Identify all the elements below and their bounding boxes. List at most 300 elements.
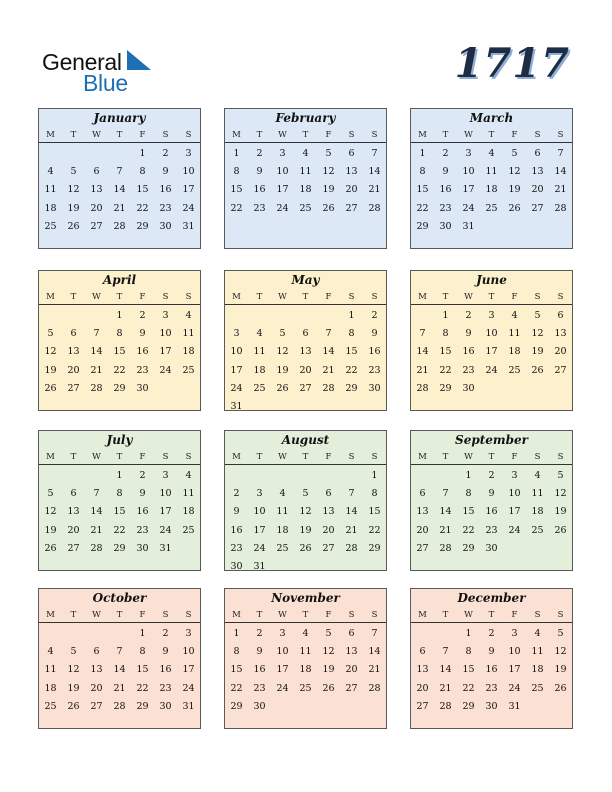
weekday-header bbox=[225, 608, 386, 623]
day-cell: 24 bbox=[508, 524, 521, 536]
month-title: October bbox=[92, 591, 147, 605]
day-cell: 26 bbox=[67, 220, 80, 232]
day-cell: 19 bbox=[531, 346, 544, 358]
day-cell: 10 bbox=[462, 166, 475, 178]
day-cell: 29 bbox=[113, 542, 126, 554]
day-cell: 27 bbox=[531, 202, 544, 214]
day-cell: 7 bbox=[371, 628, 378, 639]
day-cell: 2 bbox=[488, 628, 495, 639]
day-cell: 3 bbox=[279, 148, 286, 159]
day-cell: 3 bbox=[233, 328, 240, 340]
day-cell: 12 bbox=[67, 184, 80, 196]
month-title: August bbox=[281, 433, 330, 447]
empty-day-cell bbox=[85, 145, 108, 163]
day-cell: 1 bbox=[465, 470, 472, 481]
day-cell: 1 bbox=[116, 470, 123, 481]
day-cell: 23 bbox=[462, 364, 475, 376]
day-cell: 14 bbox=[554, 166, 567, 178]
empty-day-cell bbox=[411, 467, 434, 485]
day-cell: 22 bbox=[136, 202, 149, 214]
day-cell: 9 bbox=[465, 328, 472, 340]
weekday-label: W bbox=[464, 130, 473, 140]
weekday-label: W bbox=[92, 130, 101, 140]
day-cell: 21 bbox=[113, 202, 126, 214]
day-cell: 21 bbox=[439, 524, 452, 536]
day-cell: 21 bbox=[90, 364, 103, 376]
month-title: June bbox=[476, 273, 507, 287]
day-cell: 30 bbox=[136, 382, 149, 394]
weekday-label: F bbox=[139, 610, 146, 620]
day-cell: 27 bbox=[322, 542, 335, 554]
day-cell: 25 bbox=[44, 220, 57, 232]
day-cell: 29 bbox=[136, 700, 149, 712]
day-cell: 27 bbox=[90, 700, 103, 712]
day-cell: 11 bbox=[508, 328, 521, 340]
day-cell: 1 bbox=[419, 148, 426, 159]
day-cell: 30 bbox=[159, 700, 172, 712]
weekday-label: T bbox=[302, 610, 309, 620]
day-cell: 9 bbox=[162, 646, 169, 658]
day-cell: 20 bbox=[416, 682, 429, 694]
day-cell: 17 bbox=[182, 184, 195, 196]
day-grid bbox=[225, 623, 386, 716]
day-cell: 10 bbox=[253, 506, 266, 518]
empty-day-cell bbox=[62, 625, 85, 643]
day-cell: 2 bbox=[162, 148, 169, 159]
weekday-label: T bbox=[442, 452, 449, 462]
day-cell: 27 bbox=[416, 700, 429, 712]
weekday-label: S bbox=[534, 130, 541, 140]
day-cell: 20 bbox=[322, 524, 335, 536]
day-cell: 17 bbox=[182, 664, 195, 676]
day-cell: 11 bbox=[485, 166, 498, 178]
day-cell: 27 bbox=[345, 682, 358, 694]
day-cell: 11 bbox=[182, 488, 195, 500]
day-cell: 24 bbox=[159, 364, 172, 376]
weekday-label: W bbox=[92, 610, 101, 620]
day-cell: 31 bbox=[462, 220, 475, 232]
month-title: May bbox=[291, 273, 320, 287]
month-november bbox=[224, 588, 387, 729]
weekday-label: W bbox=[278, 130, 287, 140]
day-cell: 24 bbox=[159, 524, 172, 536]
weekday-label: S bbox=[348, 452, 355, 462]
day-cell: 15 bbox=[345, 346, 358, 358]
day-cell: 1 bbox=[233, 628, 240, 639]
day-cell: 20 bbox=[67, 524, 80, 536]
day-cell: 3 bbox=[185, 628, 192, 639]
day-cell: 12 bbox=[322, 166, 335, 178]
day-cell: 29 bbox=[368, 542, 381, 554]
day-cell: 13 bbox=[416, 664, 429, 676]
day-cell: 2 bbox=[256, 628, 263, 639]
day-cell: 22 bbox=[368, 524, 381, 536]
day-cell: 22 bbox=[113, 364, 126, 376]
day-cell: 5 bbox=[70, 166, 77, 178]
empty-day-cell bbox=[225, 467, 248, 485]
day-cell: 31 bbox=[182, 220, 195, 232]
day-cell: 20 bbox=[554, 346, 567, 358]
day-cell: 13 bbox=[345, 166, 358, 178]
day-cell: 5 bbox=[325, 628, 332, 639]
day-cell: 15 bbox=[113, 506, 126, 518]
day-cell: 20 bbox=[90, 202, 103, 214]
day-cell: 9 bbox=[139, 328, 146, 340]
day-cell: 27 bbox=[345, 202, 358, 214]
day-cell: 21 bbox=[90, 524, 103, 536]
weekday-label: T bbox=[256, 610, 263, 620]
weekday-label: W bbox=[92, 292, 101, 302]
day-cell: 4 bbox=[302, 148, 309, 159]
weekday-label: S bbox=[185, 610, 192, 620]
day-cell: 31 bbox=[182, 700, 195, 712]
weekday-label: M bbox=[418, 452, 427, 462]
day-grid bbox=[225, 305, 386, 416]
weekday-label: T bbox=[116, 452, 123, 462]
month-august bbox=[224, 430, 387, 571]
day-cell: 16 bbox=[253, 664, 266, 676]
day-cell: 23 bbox=[253, 202, 266, 214]
day-cell: 9 bbox=[256, 166, 263, 178]
weekday-label: S bbox=[162, 292, 169, 302]
day-cell: 16 bbox=[439, 184, 452, 196]
empty-day-cell bbox=[39, 307, 62, 325]
weekday-label: S bbox=[185, 130, 192, 140]
day-cell: 20 bbox=[345, 184, 358, 196]
day-cell: 4 bbox=[47, 166, 54, 178]
day-cell: 24 bbox=[230, 382, 243, 394]
day-cell: 28 bbox=[439, 700, 452, 712]
month-january bbox=[38, 108, 201, 249]
day-cell: 26 bbox=[299, 542, 312, 554]
day-cell: 23 bbox=[439, 202, 452, 214]
day-cell: 2 bbox=[162, 628, 169, 639]
day-cell: 22 bbox=[136, 682, 149, 694]
day-cell: 13 bbox=[322, 506, 335, 518]
empty-day-cell bbox=[434, 467, 457, 485]
weekday-header bbox=[39, 450, 200, 465]
day-cell: 5 bbox=[557, 470, 564, 481]
day-cell: 10 bbox=[276, 166, 289, 178]
day-cell: 16 bbox=[462, 346, 475, 358]
day-cell: 8 bbox=[419, 166, 426, 178]
day-cell: 7 bbox=[419, 328, 426, 340]
day-cell: 2 bbox=[465, 310, 472, 321]
day-cell: 19 bbox=[67, 682, 80, 694]
day-cell: 28 bbox=[113, 220, 126, 232]
day-cell: 23 bbox=[136, 364, 149, 376]
day-cell: 14 bbox=[368, 646, 381, 658]
day-cell: 7 bbox=[348, 488, 355, 500]
day-cell: 8 bbox=[116, 328, 123, 340]
month-title: January bbox=[93, 111, 146, 125]
day-cell: 12 bbox=[322, 646, 335, 658]
day-cell: 4 bbox=[279, 488, 286, 500]
weekday-label: F bbox=[139, 452, 146, 462]
day-cell: 12 bbox=[554, 646, 567, 658]
empty-day-cell bbox=[62, 307, 85, 325]
weekday-label: S bbox=[185, 452, 192, 462]
weekday-label: S bbox=[534, 610, 541, 620]
day-cell: 9 bbox=[488, 488, 495, 500]
day-cell: 15 bbox=[113, 346, 126, 358]
empty-day-cell bbox=[248, 467, 271, 485]
day-cell: 23 bbox=[136, 524, 149, 536]
day-cell: 25 bbox=[182, 364, 195, 376]
months-grid bbox=[38, 108, 576, 730]
weekday-label: W bbox=[278, 452, 287, 462]
day-cell: 15 bbox=[462, 664, 475, 676]
day-cell: 18 bbox=[531, 664, 544, 676]
month-title: December bbox=[457, 591, 526, 605]
day-cell: 5 bbox=[47, 328, 54, 340]
weekday-label: T bbox=[302, 292, 309, 302]
day-cell: 5 bbox=[511, 148, 518, 159]
logo-text-general: General bbox=[42, 49, 122, 75]
day-cell: 24 bbox=[462, 202, 475, 214]
day-cell: 21 bbox=[113, 682, 126, 694]
day-cell: 30 bbox=[485, 700, 498, 712]
day-cell: 18 bbox=[253, 364, 266, 376]
day-cell: 26 bbox=[554, 682, 567, 694]
day-cell: 24 bbox=[485, 364, 498, 376]
weekday-header bbox=[411, 450, 572, 465]
weekday-label: T bbox=[488, 130, 495, 140]
weekday-label: W bbox=[278, 292, 287, 302]
weekday-label: T bbox=[442, 610, 449, 620]
weekday-header bbox=[411, 608, 572, 623]
day-cell: 25 bbox=[299, 682, 312, 694]
weekday-label: W bbox=[92, 452, 101, 462]
day-cell: 3 bbox=[511, 470, 518, 481]
empty-day-cell bbox=[85, 467, 108, 485]
day-cell: 23 bbox=[485, 524, 498, 536]
day-cell: 17 bbox=[462, 184, 475, 196]
day-cell: 10 bbox=[276, 646, 289, 658]
day-cell: 4 bbox=[488, 148, 495, 159]
weekday-label: W bbox=[464, 292, 473, 302]
day-cell: 6 bbox=[557, 310, 564, 321]
day-cell: 28 bbox=[439, 542, 452, 554]
weekday-label: W bbox=[464, 452, 473, 462]
day-cell: 19 bbox=[276, 364, 289, 376]
month-title: February bbox=[275, 111, 336, 125]
weekday-label: S bbox=[348, 292, 355, 302]
day-cell: 25 bbox=[253, 382, 266, 394]
weekday-label: T bbox=[488, 292, 495, 302]
month-april bbox=[38, 270, 201, 411]
day-cell: 12 bbox=[44, 506, 57, 518]
day-cell: 11 bbox=[44, 184, 57, 196]
day-cell: 27 bbox=[416, 542, 429, 554]
day-cell: 2 bbox=[442, 148, 449, 159]
day-cell: 11 bbox=[299, 166, 312, 178]
day-cell: 26 bbox=[554, 524, 567, 536]
day-cell: 16 bbox=[253, 184, 266, 196]
empty-day-cell bbox=[317, 467, 340, 485]
empty-day-cell bbox=[434, 625, 457, 643]
day-cell: 7 bbox=[93, 328, 100, 340]
weekday-label: M bbox=[418, 130, 427, 140]
day-cell: 19 bbox=[322, 184, 335, 196]
day-cell: 16 bbox=[159, 664, 172, 676]
weekday-header bbox=[411, 128, 572, 143]
weekday-label: T bbox=[70, 452, 77, 462]
day-cell: 15 bbox=[230, 664, 243, 676]
day-cell: 30 bbox=[462, 382, 475, 394]
day-cell: 19 bbox=[299, 524, 312, 536]
day-cell: 16 bbox=[368, 346, 381, 358]
day-cell: 25 bbox=[508, 364, 521, 376]
day-cell: 10 bbox=[182, 166, 195, 178]
day-cell: 18 bbox=[182, 346, 195, 358]
day-cell: 28 bbox=[368, 202, 381, 214]
day-cell: 7 bbox=[442, 488, 449, 500]
empty-day-cell bbox=[108, 625, 131, 643]
day-cell: 7 bbox=[371, 148, 378, 159]
day-cell: 17 bbox=[253, 524, 266, 536]
day-cell: 10 bbox=[159, 328, 172, 340]
day-cell: 6 bbox=[348, 148, 355, 159]
day-cell: 19 bbox=[554, 506, 567, 518]
logo-flag-icon bbox=[124, 50, 152, 72]
day-cell: 14 bbox=[416, 346, 429, 358]
weekday-header bbox=[39, 290, 200, 305]
weekday-header bbox=[225, 450, 386, 465]
day-cell: 23 bbox=[159, 682, 172, 694]
empty-day-cell bbox=[225, 307, 248, 325]
day-cell: 14 bbox=[322, 346, 335, 358]
weekday-label: M bbox=[418, 292, 427, 302]
month-february bbox=[224, 108, 387, 249]
day-cell: 4 bbox=[534, 628, 541, 639]
day-grid bbox=[39, 623, 200, 716]
month-march bbox=[410, 108, 573, 249]
day-cell: 30 bbox=[439, 220, 452, 232]
day-cell: 31 bbox=[159, 542, 172, 554]
day-cell: 18 bbox=[299, 664, 312, 676]
weekday-label: F bbox=[511, 452, 518, 462]
weekday-label: S bbox=[371, 452, 378, 462]
day-cell: 5 bbox=[325, 148, 332, 159]
day-cell: 1 bbox=[348, 310, 355, 321]
day-cell: 12 bbox=[276, 346, 289, 358]
day-cell: 19 bbox=[554, 664, 567, 676]
weekday-header bbox=[411, 290, 572, 305]
day-cell: 12 bbox=[554, 488, 567, 500]
weekday-label: S bbox=[557, 452, 564, 462]
day-cell: 25 bbox=[531, 682, 544, 694]
day-cell: 14 bbox=[439, 664, 452, 676]
weekday-label: S bbox=[557, 292, 564, 302]
day-cell: 8 bbox=[233, 166, 240, 178]
day-cell: 10 bbox=[508, 646, 521, 658]
day-cell: 29 bbox=[345, 382, 358, 394]
day-cell: 14 bbox=[90, 506, 103, 518]
day-cell: 10 bbox=[182, 646, 195, 658]
day-cell: 9 bbox=[488, 646, 495, 658]
calendar-year: 1717 bbox=[454, 40, 570, 87]
day-cell: 3 bbox=[279, 628, 286, 639]
day-cell: 21 bbox=[554, 184, 567, 196]
weekday-label: F bbox=[325, 610, 332, 620]
day-cell: 6 bbox=[419, 646, 426, 658]
day-cell: 4 bbox=[511, 310, 518, 321]
day-cell: 24 bbox=[182, 682, 195, 694]
weekday-label: S bbox=[534, 452, 541, 462]
day-cell: 7 bbox=[325, 328, 332, 340]
day-cell: 3 bbox=[511, 628, 518, 639]
day-cell: 14 bbox=[113, 664, 126, 676]
day-cell: 16 bbox=[136, 506, 149, 518]
day-cell: 1 bbox=[139, 628, 146, 639]
day-cell: 24 bbox=[182, 202, 195, 214]
day-grid bbox=[225, 143, 386, 218]
day-cell: 8 bbox=[233, 646, 240, 658]
day-cell: 6 bbox=[302, 328, 309, 340]
day-cell: 1 bbox=[371, 470, 378, 481]
day-cell: 30 bbox=[485, 542, 498, 554]
empty-day-cell bbox=[39, 145, 62, 163]
day-cell: 23 bbox=[230, 542, 243, 554]
day-cell: 19 bbox=[44, 524, 57, 536]
day-cell: 20 bbox=[90, 682, 103, 694]
weekday-label: M bbox=[46, 130, 55, 140]
weekday-label: S bbox=[348, 610, 355, 620]
day-cell: 6 bbox=[419, 488, 426, 500]
weekday-label: S bbox=[534, 292, 541, 302]
logo-text-blue: Blue bbox=[83, 70, 128, 96]
weekday-label: T bbox=[116, 130, 123, 140]
day-cell: 11 bbox=[531, 646, 544, 658]
day-cell: 2 bbox=[371, 310, 378, 321]
weekday-label: F bbox=[325, 130, 332, 140]
day-cell: 15 bbox=[439, 346, 452, 358]
day-cell: 18 bbox=[508, 346, 521, 358]
month-title: March bbox=[469, 111, 514, 125]
weekday-label: M bbox=[46, 292, 55, 302]
day-cell: 25 bbox=[531, 524, 544, 536]
weekday-header bbox=[225, 290, 386, 305]
weekday-label: S bbox=[348, 130, 355, 140]
day-cell: 22 bbox=[230, 202, 243, 214]
day-cell: 8 bbox=[116, 488, 123, 500]
day-cell: 7 bbox=[557, 148, 564, 159]
day-cell: 19 bbox=[322, 664, 335, 676]
day-cell: 17 bbox=[508, 506, 521, 518]
weekday-label: M bbox=[46, 610, 55, 620]
day-cell: 5 bbox=[279, 328, 286, 340]
day-cell: 18 bbox=[485, 184, 498, 196]
day-grid bbox=[411, 305, 572, 398]
month-may bbox=[224, 270, 387, 411]
day-cell: 8 bbox=[465, 488, 472, 500]
day-cell: 21 bbox=[345, 524, 358, 536]
day-cell: 3 bbox=[465, 148, 472, 159]
day-cell: 1 bbox=[465, 628, 472, 639]
day-cell: 30 bbox=[136, 542, 149, 554]
day-cell: 30 bbox=[368, 382, 381, 394]
month-title: April bbox=[102, 273, 137, 287]
day-cell: 12 bbox=[44, 346, 57, 358]
day-cell: 8 bbox=[465, 646, 472, 658]
empty-day-cell bbox=[294, 307, 317, 325]
day-cell: 29 bbox=[416, 220, 429, 232]
day-cell: 4 bbox=[185, 310, 192, 321]
day-cell: 20 bbox=[345, 664, 358, 676]
empty-day-cell bbox=[62, 467, 85, 485]
day-cell: 6 bbox=[93, 166, 100, 178]
